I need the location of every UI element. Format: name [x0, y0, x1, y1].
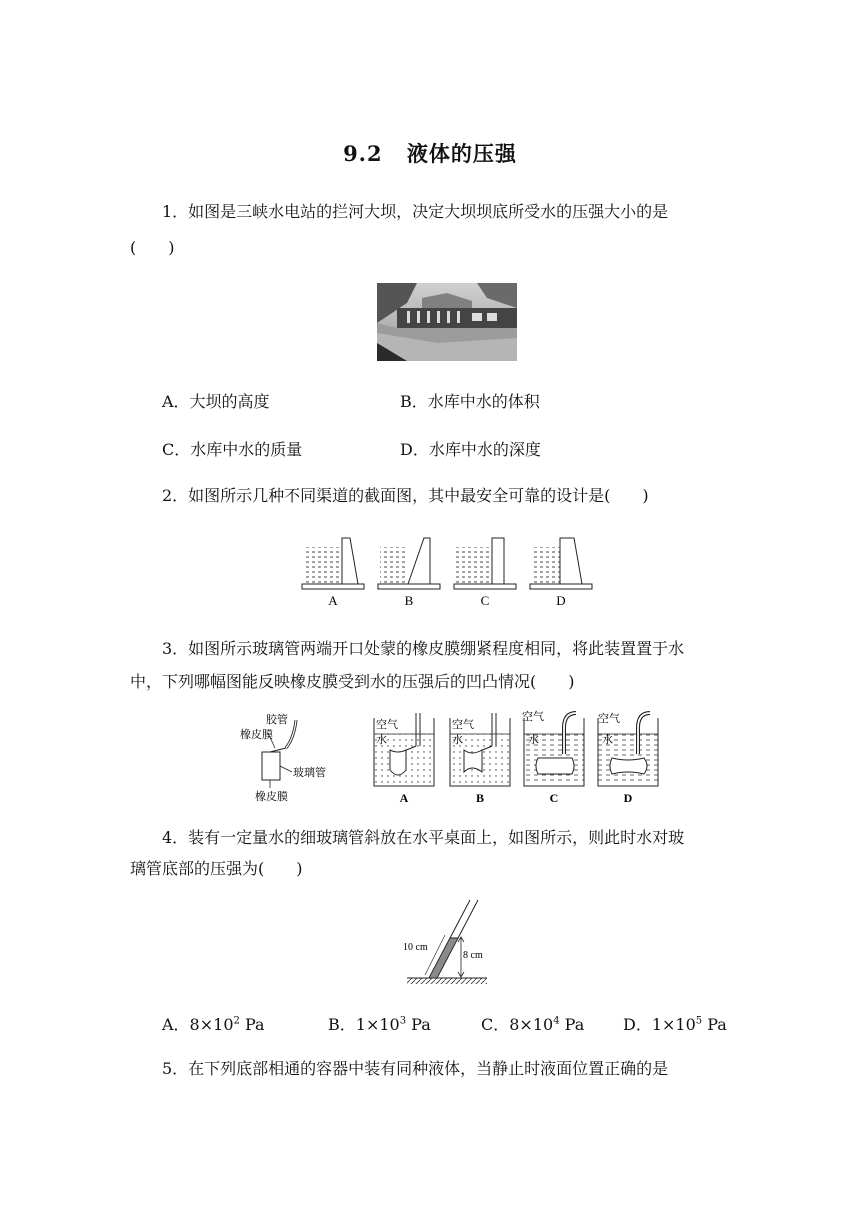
q4-stem-line2: 璃管底部的压强为( ) — [130, 859, 303, 878]
q1-stem-line2: ( ) — [130, 238, 175, 257]
q2-diagram-a — [302, 538, 364, 589]
q3-diagram-b — [450, 713, 510, 786]
q3-label-membrane-bottom: 橡皮膜 — [255, 791, 288, 803]
q4-option-d-unit: Pa — [702, 1015, 727, 1034]
q4-stem-line1: 4．装有一定量水的细玻璃管斜放在水平桌面上，如图所示，则此时水对玻 — [162, 828, 685, 847]
q5-stem-line1: 5．在下列底部相通的容器中装有同种液体，当静止时液面位置正确的是 — [162, 1059, 669, 1078]
q3-label-c: C — [549, 791, 559, 805]
q4-option-a-unit: Pa — [239, 1015, 265, 1034]
q2-label-b: B — [404, 593, 414, 608]
q3-label-membrane-top: 橡皮膜 — [240, 729, 273, 741]
q1-option-d[interactable]: D．水库中水的深度 — [400, 440, 541, 459]
q4-length-label: 10 cm — [403, 942, 428, 953]
q3-label-a: A — [399, 791, 409, 805]
q3-b-air: 空气 — [452, 719, 474, 731]
q3-a-air: 空气 — [376, 719, 398, 731]
q1-stem-line1: 1．如图是三峡水电站的拦河大坝，决定大坝坝底所受水的压强大小的是 — [162, 202, 669, 221]
q4-option-a-base: A．8×10 — [162, 1015, 234, 1034]
q3-figure — [230, 708, 670, 808]
q2-label-c: C — [480, 593, 490, 608]
q3-diagram-c — [522, 709, 584, 786]
q2-label-d: D — [556, 593, 566, 608]
q4-option-c-base: C．8×10 — [481, 1015, 554, 1034]
q2-channel-figure — [300, 530, 595, 612]
q4-option-d-exp: 5 — [695, 1015, 703, 1027]
q3-diagram-a — [374, 713, 434, 786]
q1-option-a[interactable]: A．大坝的高度 — [162, 392, 270, 411]
q2-diagram-b — [378, 538, 440, 589]
q3-stem-line1: 3．如图所示玻璃管两端开口处蒙的橡皮膜绷紧程度相同，将此装置置于水 — [162, 639, 685, 658]
q2-label-a: A — [328, 593, 338, 608]
q4-option-d[interactable] — [623, 1012, 727, 1035]
q3-c-air: 空气 — [522, 711, 544, 723]
q4-option-b[interactable] — [328, 1012, 431, 1035]
dam-photo — [377, 283, 517, 361]
q4-option-d-base: D．1×10 — [623, 1015, 696, 1034]
q4-option-a[interactable] — [162, 1012, 265, 1035]
q3-label-glass: 玻璃管 — [293, 767, 326, 779]
q1-option-c[interactable]: C．水库中水的质量 — [162, 440, 303, 459]
page-title — [0, 138, 860, 168]
q2-diagram-d — [530, 538, 592, 589]
q2-stem: 2．如图所示几种不同渠道的截面图，其中最安全可靠的设计是( ) — [162, 486, 649, 505]
q3-stem-line2: 中，下列哪幅图能反映橡皮膜受到水的压强后的凹凸情况( ) — [130, 672, 575, 691]
q2-diagram-c — [454, 538, 516, 589]
q4-option-a-exp: 2 — [233, 1015, 240, 1027]
q4-option-b-exp: 3 — [399, 1015, 407, 1027]
q1-option-b[interactable]: B．水库中水的体积 — [400, 392, 540, 411]
q4-option-c[interactable] — [481, 1012, 584, 1035]
q3-d-air: 空气 — [598, 713, 620, 725]
q3-label-b: B — [475, 791, 485, 805]
q3-b-water: 水 — [452, 734, 463, 746]
q3-a-water: 水 — [376, 734, 387, 746]
q3-diagram-d — [598, 711, 658, 786]
q3-label-d: D — [623, 791, 633, 805]
q4-option-b-base: B．1×10 — [328, 1015, 400, 1034]
q4-option-c-unit: Pa — [559, 1015, 585, 1034]
section-number: 9.2 — [343, 141, 383, 166]
q3-label-tube: 胶管 — [266, 714, 288, 726]
q3-apparatus — [240, 712, 326, 803]
q4-option-c-exp: 4 — [553, 1015, 560, 1027]
q4-height-label: 8 cm — [463, 950, 483, 961]
section-title: 液体的压强 — [406, 141, 517, 166]
q4-option-b-unit: Pa — [406, 1015, 431, 1034]
q3-d-water: 水 — [602, 734, 613, 746]
q3-c-water: 水 — [528, 734, 539, 746]
q4-tube-figure — [395, 895, 495, 990]
